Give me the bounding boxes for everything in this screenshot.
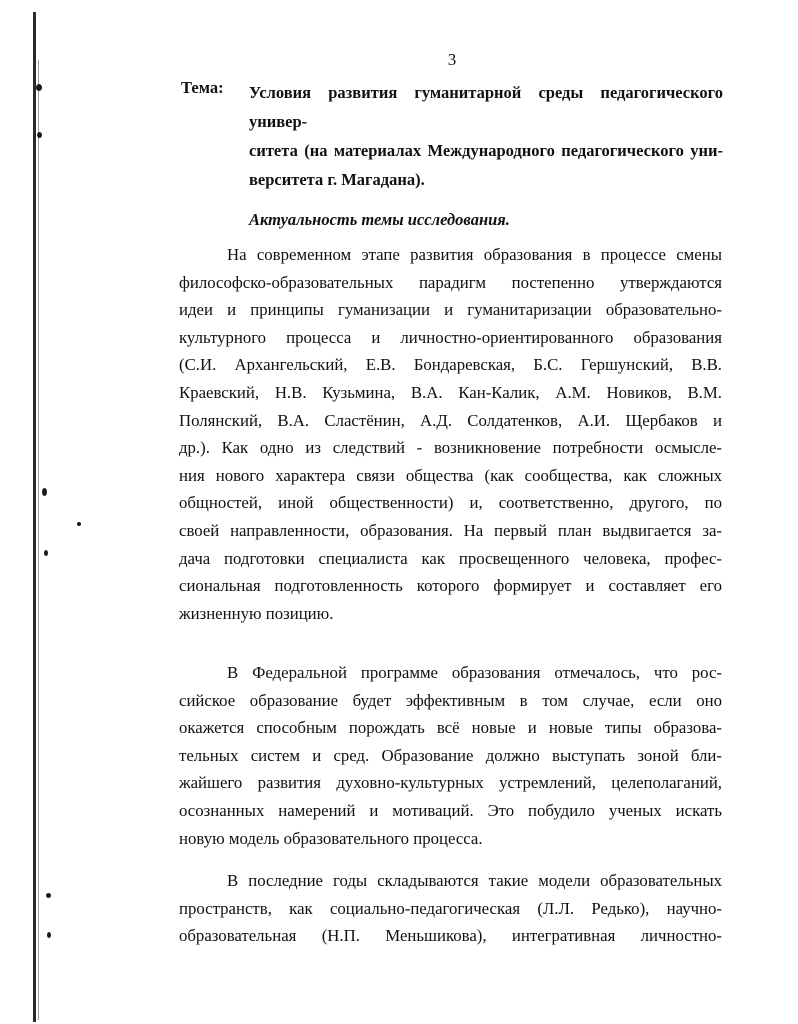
- text-line: сийское образование будет эффективным в том случае, если оно: [179, 690, 722, 710]
- text-line: жайшего развития духовно-культурных устремлений, целеполаганий,: [179, 773, 722, 793]
- topic-line: Условия развития гуманитарной среды педагогического универ-: [249, 83, 723, 131]
- text-line: окажется способным порождать всё новые и новые типы образова-: [179, 718, 722, 738]
- topic-title: [249, 78, 723, 194]
- text-line: тельных систем и сред. Образование должно выступать зоной бли-: [179, 745, 722, 765]
- text-line: образовательная (Н.П. Меньшикова), интегративная личностно-: [179, 926, 722, 946]
- text-line: Краевский, Н.В. Кузьмина, В.А. Кан-Калик, А.М. Новиков, В.М.: [179, 382, 722, 402]
- scan-speck: [37, 132, 42, 138]
- paragraph-3: [179, 867, 722, 950]
- text-line: философско-образовательных парадигм постепенно утверждаются: [179, 272, 722, 292]
- text-line: дача подготовки специалиста как просвещенного человека, профес-: [179, 548, 722, 568]
- scan-speck: [44, 550, 48, 556]
- scan-speck: [36, 84, 42, 91]
- paragraph-1: [179, 241, 722, 627]
- text-line: ния нового характера связи общества (как сообщества, как сложных: [179, 465, 722, 485]
- section-heading: Актуальность темы исследования.: [249, 210, 510, 229]
- scan-speck: [77, 522, 81, 526]
- text-line: На современном этапе развития образования в процессе смены: [227, 245, 722, 264]
- scan-margin-rule-thin: [38, 60, 39, 1020]
- scan-speck: [46, 893, 51, 898]
- text-line: культурного процесса и личностно-ориентированного образования: [179, 327, 722, 347]
- topic-line: ситета (на материалах Международного педагогического уни-: [249, 141, 723, 160]
- text-line: Полянский, В.А. Сластёнин, А.Д. Солдатенков, А.И. Щербаков и: [179, 410, 722, 430]
- text-line: пространств, как социально-педагогическая (Л.Л. Редько), научно-: [179, 898, 722, 918]
- topic-label: Тема:: [181, 78, 224, 97]
- text-line: В Федеральной программе образования отмечалось, что рос-: [227, 663, 722, 682]
- text-line: осознанных намерений и мотиваций. Это побудило ученых искать: [179, 800, 722, 820]
- scan-margin-rule: [33, 12, 36, 1022]
- text-line: новую модель образовательного процесса.: [179, 828, 483, 848]
- text-line: общностей, иной общественности) и, соответственно, другого, по: [179, 493, 722, 513]
- paragraph-2: [179, 659, 722, 852]
- text-line: В последние годы складываются такие модели образовательных: [227, 871, 722, 890]
- text-line: жизненную позицию.: [179, 603, 334, 623]
- text-line: др.). Как одно из следствий - возникновение потребности осмысле-: [179, 438, 722, 458]
- scan-speck: [42, 488, 47, 496]
- scan-speck: [47, 932, 51, 938]
- page-number: 3: [447, 50, 457, 69]
- text-line: своей направленности, образования. На первый план выдвигается за-: [179, 520, 722, 540]
- text-line: (С.И. Архангельский, Е.В. Бондаревская, Б.С. Гершунский, В.В.: [179, 355, 722, 375]
- topic-line: верситета г. Магадана).: [249, 170, 425, 189]
- text-line: сиональная подготовленность которого формирует и составляет его: [179, 576, 722, 596]
- text-line: идеи и принципы гуманизации и гуманитаризации образовательно-: [179, 300, 722, 320]
